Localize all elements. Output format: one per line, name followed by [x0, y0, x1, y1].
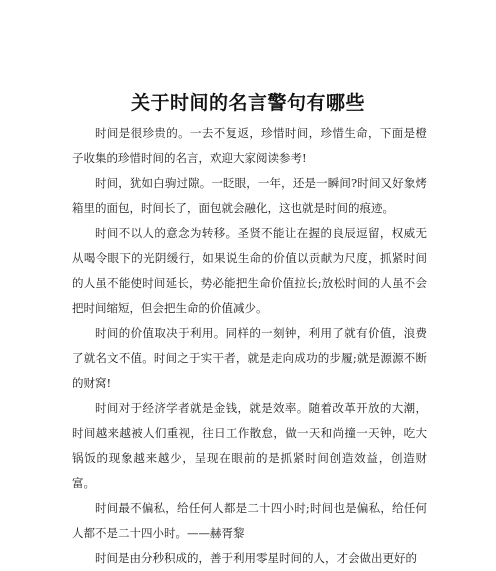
paragraph-white-colt: 时间，犹如白驹过隙。一眨眼，一年，还是一瞬间?时间又好象烤箱里的面包，时间长了，面包就会融化，这也就是时间的痕迹。 — [72, 176, 427, 215]
document-title: 关于时间的名言警句有哪些 — [130, 91, 365, 114]
paragraph-will: 时间不以人的意念为转移。圣贤不能让在握的良辰逗留，权威无从喝令眼下的光阴缓行，如果说生命的价值以贡献为尺度，抓紧时间的人虽不能使时间延长，势必能把生命价值拉长;放松时间的人虽不会把时间缩短，但会把生命的价值减少。 — [72, 226, 427, 315]
document-body — [72, 121, 427, 571]
paragraph-seconds: 时间是由分秒积成的，善于利用零星时间的人，才会做出更好的 — [95, 551, 417, 565]
paragraph-intro: 时间是很珍贵的。一去不复返，珍惜时间，珍惜生命，下面是橙子收集的珍惜时间的名言，欢迎大家阅读参考! — [72, 126, 427, 165]
paragraph-economics: 时间对于经济学者就是金钱，就是效率。随着改革开放的大潮，时间越来越被人们重视，往日工作散怠，做一天和尚撞一天钟，吃大锅饭的现象越来越少，呈现在眼前的是抓紧时间创造效益，创造财富。 — [72, 401, 427, 490]
paragraph-value: 时间的价值取决于利用。同样的一刻钟，利用了就有价值，浪费了就名文不值。时间之于实干者，就是走向成功的步履;就是源源不断的财窝! — [72, 326, 427, 390]
paragraph-huxley-quote: 时间最不偏私，给任何人都是二十四小时;时间也是偏私，给任何人都不是二十四小时。——赫胥黎 — [72, 501, 427, 540]
